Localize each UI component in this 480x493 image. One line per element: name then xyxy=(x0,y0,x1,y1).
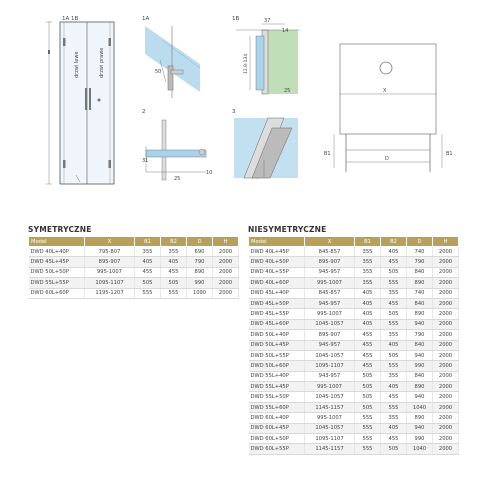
table-cell: 945-957 xyxy=(305,298,355,308)
table-row xyxy=(249,288,459,298)
table-cell: 1195-1207 xyxy=(85,288,135,298)
table-header-row xyxy=(29,237,239,247)
table-cell: 2000 xyxy=(433,350,459,360)
table-cell: 840 xyxy=(407,371,433,381)
door-elevation-drawing xyxy=(46,16,114,184)
detail-2-label: 2 xyxy=(142,109,146,115)
table-cell: 790 xyxy=(187,257,213,267)
table-cell: DWD 40L+50P xyxy=(249,257,305,267)
dimension-14: 14 xyxy=(282,28,289,34)
table-cell: 740 xyxy=(407,247,433,257)
table-cell: 895-907 xyxy=(85,257,135,267)
table-row xyxy=(249,298,459,308)
table-cell: 405 xyxy=(161,257,187,267)
handle-icon xyxy=(85,88,87,110)
table-cell: 790 xyxy=(407,330,433,340)
table-cell: 455 xyxy=(161,267,187,277)
table-row xyxy=(249,309,459,319)
table-cell: 2000 xyxy=(433,298,459,308)
table-cell: 455 xyxy=(355,330,381,340)
table-cell: 505 xyxy=(161,278,187,288)
table-cell: 995-1007 xyxy=(305,278,355,288)
table-cell: 1040 xyxy=(407,444,433,454)
detail-1a-label: 1A xyxy=(142,16,150,22)
table-row xyxy=(249,392,459,402)
detail-3-label: 3 xyxy=(232,109,236,115)
table-cell: 940 xyxy=(407,423,433,433)
table-cell: 405 xyxy=(381,340,407,350)
table-cell: 995-1007 xyxy=(85,267,135,277)
table-cell: 895-907 xyxy=(305,257,355,267)
table-cell: 995-1007 xyxy=(305,382,355,392)
asymmetric-table xyxy=(248,236,459,455)
table-cell: 355 xyxy=(355,247,381,257)
table-cell: 995-1007 xyxy=(305,413,355,423)
table-cell: DWD 60L+60P xyxy=(29,288,85,298)
table-cell: 1095-1107 xyxy=(85,278,135,288)
table-cell: 355 xyxy=(161,247,187,257)
table-header-row xyxy=(249,237,459,247)
table-cell: 2000 xyxy=(213,278,239,288)
table-cell: 890 xyxy=(407,413,433,423)
technical-drawings xyxy=(0,0,480,200)
table-cell: 455 xyxy=(381,298,407,308)
table-cell: 355 xyxy=(381,288,407,298)
table-cell: DWD 55L+55P xyxy=(29,278,85,288)
table-cell: 2000 xyxy=(433,371,459,381)
table-cell: 455 xyxy=(355,361,381,371)
table-cell: 740 xyxy=(407,288,433,298)
table-cell: 1045-1057 xyxy=(305,319,355,329)
table-cell: 890 xyxy=(407,382,433,392)
table-cell: 2000 xyxy=(433,278,459,288)
table-cell: DWD 45L+40P xyxy=(249,288,305,298)
column-header: D xyxy=(187,237,213,247)
table-row xyxy=(29,247,239,257)
table-cell: 2000 xyxy=(433,319,459,329)
table-cell: DWD 50L+40P xyxy=(249,330,305,340)
table-cell: 1040 xyxy=(407,402,433,412)
table-cell: 555 xyxy=(355,413,381,423)
table-cell: 555 xyxy=(355,444,381,454)
asymmetric-heading: NIESYMETRYCZNE xyxy=(248,225,327,234)
table-cell: 840 xyxy=(407,267,433,277)
table-cell: 890 xyxy=(407,278,433,288)
table-cell: DWD 60L+40P xyxy=(249,413,305,423)
table-cell: 555 xyxy=(381,361,407,371)
table-cell: 890 xyxy=(407,309,433,319)
table-cell: 455 xyxy=(381,392,407,402)
table-cell: 1045-1057 xyxy=(305,423,355,433)
table-cell: DWD 50L+55P xyxy=(249,350,305,360)
table-cell: 990 xyxy=(187,278,213,288)
table-cell: 1090 xyxy=(187,288,213,298)
table-cell: DWD 60L+55P xyxy=(249,444,305,454)
table-cell: 355 xyxy=(381,371,407,381)
hinge-icon xyxy=(63,38,66,46)
table-cell: 355 xyxy=(381,330,407,340)
dimension-25: 25 xyxy=(174,176,181,182)
column-header: X xyxy=(305,237,355,247)
table-cell: 455 xyxy=(135,267,161,277)
dimension-31: 31 xyxy=(142,158,149,164)
table-cell: DWD 60L+45P xyxy=(249,423,305,433)
table-cell: 1045-1057 xyxy=(305,350,355,360)
table-cell: 690 xyxy=(187,247,213,257)
table-cell: 2000 xyxy=(213,247,239,257)
table-cell: 2000 xyxy=(433,444,459,454)
table-cell: DWD 45L+55P xyxy=(249,309,305,319)
table-cell: 845-857 xyxy=(305,288,355,298)
table-cell: DWD 50L+45P xyxy=(249,340,305,350)
dimension-10: 10 xyxy=(206,170,213,176)
hinge-icon xyxy=(109,38,112,46)
column-header: B1 xyxy=(355,237,381,247)
table-cell: 2000 xyxy=(213,257,239,267)
table-cell: DWD 55L+45P xyxy=(249,382,305,392)
table-row xyxy=(249,434,459,444)
table-row xyxy=(29,288,239,298)
table-cell: 505 xyxy=(355,402,381,412)
dimension-b1: B1 xyxy=(324,151,331,157)
table-cell: 2000 xyxy=(213,288,239,298)
table-cell: 790 xyxy=(407,257,433,267)
right-door-label: drzwi prawe xyxy=(99,47,105,78)
symmetric-heading: SYMETRYCZNE xyxy=(28,225,92,234)
table-row xyxy=(249,402,459,412)
table-row xyxy=(29,278,239,288)
table-cell: DWD 50L+50P xyxy=(29,267,85,277)
column-header: Model xyxy=(249,237,305,247)
table-cell: 455 xyxy=(355,340,381,350)
column-header: B1 xyxy=(135,237,161,247)
table-cell: 2000 xyxy=(433,413,459,423)
column-header: D xyxy=(407,237,433,247)
table-cell: DWD 55L+40P xyxy=(249,371,305,381)
table-cell: 555 xyxy=(161,288,187,298)
table-cell: DWD 45L+60P xyxy=(249,319,305,329)
table-cell: 2000 xyxy=(433,340,459,350)
table-cell: 2000 xyxy=(433,392,459,402)
table-cell: 2000 xyxy=(433,247,459,257)
table-cell: 1095-1107 xyxy=(305,434,355,444)
table-cell: 405 xyxy=(381,382,407,392)
dimension-50: 50 xyxy=(155,69,162,75)
table-cell: DWD 55L+50P xyxy=(249,392,305,402)
table-cell: DWD 40L+40P xyxy=(29,247,85,257)
table-cell: 355 xyxy=(355,257,381,267)
table-row xyxy=(249,278,459,288)
hinge-icon xyxy=(109,160,112,168)
table-row xyxy=(249,340,459,350)
table-cell: 995-1007 xyxy=(305,309,355,319)
table-row xyxy=(249,257,459,267)
table-cell: 555 xyxy=(381,278,407,288)
table-row xyxy=(249,267,459,277)
table-cell: 505 xyxy=(355,392,381,402)
table-row xyxy=(249,350,459,360)
table-cell: 940 xyxy=(407,350,433,360)
table-cell: 355 xyxy=(355,267,381,277)
table-cell: 505 xyxy=(381,267,407,277)
symmetric-table xyxy=(28,236,239,299)
table-cell: 990 xyxy=(407,434,433,444)
hinge-icon xyxy=(63,160,66,168)
table-cell: DWD 50L+60P xyxy=(249,361,305,371)
table-cell: 555 xyxy=(381,319,407,329)
table-cell: 2000 xyxy=(433,434,459,444)
table-row xyxy=(249,413,459,423)
dimension-128: 12.8-134 xyxy=(244,53,249,74)
table-cell: 405 xyxy=(355,319,381,329)
table-cell: 505 xyxy=(381,309,407,319)
table-row xyxy=(29,257,239,267)
table-cell: 840 xyxy=(407,340,433,350)
table-cell: 1145-1157 xyxy=(305,402,355,412)
table-cell: 405 xyxy=(135,257,161,267)
detail-1a-drawing xyxy=(142,16,200,98)
detail-1b-label: 1B xyxy=(232,16,240,22)
column-header: H xyxy=(213,237,239,247)
table-cell: 2000 xyxy=(433,330,459,340)
detail-1b-drawing xyxy=(232,16,300,94)
table-cell: 1095-1107 xyxy=(305,361,355,371)
plan-view-drawing xyxy=(324,44,453,172)
dimension-d: D xyxy=(385,156,389,162)
table-cell: 945-957 xyxy=(305,267,355,277)
table-cell: 455 xyxy=(355,350,381,360)
table-cell: 945-957 xyxy=(305,340,355,350)
table-cell: 2000 xyxy=(433,402,459,412)
table-cell: DWD 60L+50P xyxy=(249,434,305,444)
table-cell: 940 xyxy=(407,392,433,402)
table-cell: 405 xyxy=(355,288,381,298)
dimension-x: X xyxy=(383,88,387,94)
table-cell: 555 xyxy=(381,402,407,412)
table-row xyxy=(249,423,459,433)
dimension-37: 37 xyxy=(264,18,271,24)
table-cell: DWD 40L+55P xyxy=(249,267,305,277)
table-cell: 505 xyxy=(355,371,381,381)
table-row xyxy=(249,444,459,454)
column-header: X xyxy=(85,237,135,247)
table-cell: 505 xyxy=(355,382,381,392)
detail-reference-label: 1A 1B xyxy=(62,16,79,22)
table-cell: 2000 xyxy=(433,267,459,277)
table-cell: 845-857 xyxy=(305,247,355,257)
table-cell: 405 xyxy=(381,247,407,257)
table-cell: 2000 xyxy=(433,423,459,433)
table-cell: 355 xyxy=(135,247,161,257)
table-cell: 895-907 xyxy=(305,330,355,340)
dimension-25: 25 xyxy=(284,88,291,94)
table-row xyxy=(249,319,459,329)
table-cell: 455 xyxy=(381,257,407,267)
table-cell: 890 xyxy=(187,267,213,277)
table-cell: 555 xyxy=(355,434,381,444)
table-cell: 940 xyxy=(407,319,433,329)
table-cell: 2000 xyxy=(213,267,239,277)
table-row xyxy=(249,247,459,257)
table-cell: 405 xyxy=(355,309,381,319)
table-row xyxy=(29,267,239,277)
table-cell: 455 xyxy=(381,434,407,444)
table-cell: 505 xyxy=(135,278,161,288)
table-cell: DWD 45L+50P xyxy=(249,298,305,308)
left-door-label: drzwi lewe xyxy=(74,51,80,78)
table-cell: 505 xyxy=(381,350,407,360)
table-cell: 505 xyxy=(381,444,407,454)
table-cell: 1145-1157 xyxy=(305,444,355,454)
table-row xyxy=(249,330,459,340)
detail-2-drawing xyxy=(142,109,212,182)
table-cell: 795-807 xyxy=(85,247,135,257)
table-cell: 2000 xyxy=(433,288,459,298)
table-cell: 355 xyxy=(355,278,381,288)
table-cell: DWD 55L+60P xyxy=(249,402,305,412)
column-header: B2 xyxy=(381,237,407,247)
table-cell: DWD 40L+60P xyxy=(249,278,305,288)
column-header: B2 xyxy=(161,237,187,247)
table-cell: DWD 45L+45P xyxy=(29,257,85,267)
handle-icon xyxy=(89,88,91,110)
table-cell: 555 xyxy=(135,288,161,298)
detail-3-drawing xyxy=(232,109,298,178)
table-cell: DWD 40L+45P xyxy=(249,247,305,257)
table-cell: 555 xyxy=(355,423,381,433)
table-cell: 405 xyxy=(355,298,381,308)
table-row xyxy=(249,382,459,392)
table-row xyxy=(249,371,459,381)
table-row xyxy=(249,361,459,371)
table-cell: 2000 xyxy=(433,257,459,267)
table-cell: 990 xyxy=(407,361,433,371)
table-cell: 2000 xyxy=(433,382,459,392)
dimension-b1: B1 xyxy=(446,151,453,157)
column-header: H xyxy=(433,237,459,247)
table-cell: 405 xyxy=(381,423,407,433)
column-header: Model xyxy=(29,237,85,247)
table-cell: 2000 xyxy=(433,309,459,319)
table-cell: 1045-1057 xyxy=(305,392,355,402)
table-cell: 2000 xyxy=(433,361,459,371)
table-cell: 943-957 xyxy=(305,371,355,381)
table-cell: 840 xyxy=(407,298,433,308)
table-cell: 355 xyxy=(381,413,407,423)
